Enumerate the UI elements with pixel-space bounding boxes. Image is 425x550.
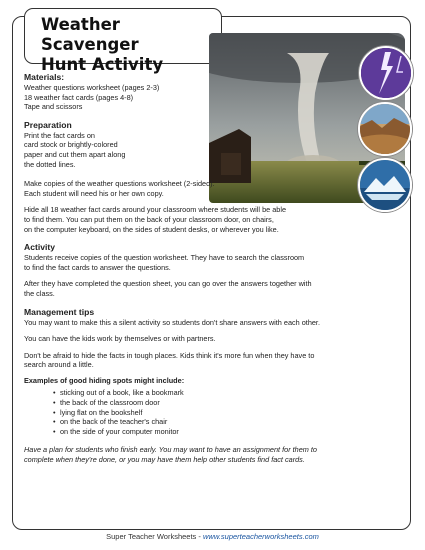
hide-line-2: to find them. You can put them on the back of your classroom door, on chairs, xyxy=(24,214,274,224)
list-item: • on the side of your computer monitor xyxy=(60,427,394,437)
title-line-2: Hunt Activity xyxy=(41,55,164,74)
list-item: • the back of the classroom door xyxy=(60,398,394,408)
examples-heading: Examples of good hiding spots might include: xyxy=(24,375,185,385)
preparation-heading: Preparation xyxy=(24,119,72,130)
activity-heading: Activity xyxy=(24,242,56,253)
list-item: • on the back of the teacher's chair xyxy=(60,417,394,427)
tips-p1: You may want to make this a silent activity so students don't share answers with each other. xyxy=(24,317,320,327)
instructions-content xyxy=(24,72,394,465)
footer-brand: Super Teacher Worksheets - xyxy=(106,532,203,541)
title-box xyxy=(24,8,222,74)
copies-line-1: Make copies of the weather questions worksheet (2-sided). xyxy=(24,179,215,189)
hide-line-3: on the computer keyboard, on the sides of student desks, or wherever you like. xyxy=(24,224,279,234)
materials-item-1: Weather questions worksheet (pages 2-3) xyxy=(24,83,160,92)
title-line-1: Weather Scavenger xyxy=(41,15,139,54)
preparation-line-3: paper and cut them apart along xyxy=(24,149,126,159)
closing-line-1: Have a plan for students who finish early. You may want to have an assignment for them to xyxy=(24,445,317,455)
tips-p3-line-2: search around a little. xyxy=(24,360,94,370)
examples-list xyxy=(24,388,394,436)
activity-p1-line-1: Students receive copies of the question worksheet. They have to search the classroom xyxy=(24,253,305,263)
preparation-line-4: the dotted lines. xyxy=(24,159,76,169)
activity-p2-line-2: the class. xyxy=(24,288,55,298)
closing-line-2: complete when they're done, or you may have them help other students find fact cards. xyxy=(24,455,305,465)
tips-heading: Management tips xyxy=(24,306,95,317)
preparation-line-2: card stock or brightly-colored xyxy=(24,140,118,150)
list-item: • lying flat on the bookshelf xyxy=(60,408,394,418)
list-item: • sticking out of a book, like a bookmark xyxy=(60,388,394,398)
footer-url-link[interactable]: www.superteacherworksheets.com xyxy=(202,532,319,541)
preparation-line-1: Print the fact cards on xyxy=(24,130,95,140)
activity-p2-line-1: After they have completed the question sheet, you can go over the answers together with xyxy=(24,279,312,289)
copies-line-2: Each student will need his or her own copy. xyxy=(24,188,164,198)
materials-heading: Materials: xyxy=(24,72,65,82)
activity-p1-line-2: to find the fact cards to answer the questions. xyxy=(24,262,171,272)
footer xyxy=(0,532,425,541)
materials-item-3: Tape and scissors xyxy=(24,102,83,112)
tips-p3-line-1: Don't be afraid to hide the facts in tough places. Kids think it's more fun when they have to xyxy=(24,350,315,360)
tips-p2: You can have the kids work by themselves or with partners. xyxy=(24,334,216,344)
hide-line-1: Hide all 18 weather fact cards around your classroom where students will be able xyxy=(24,205,287,215)
materials-item-2: 18 weather fact cards (pages 4-8) xyxy=(24,92,134,102)
